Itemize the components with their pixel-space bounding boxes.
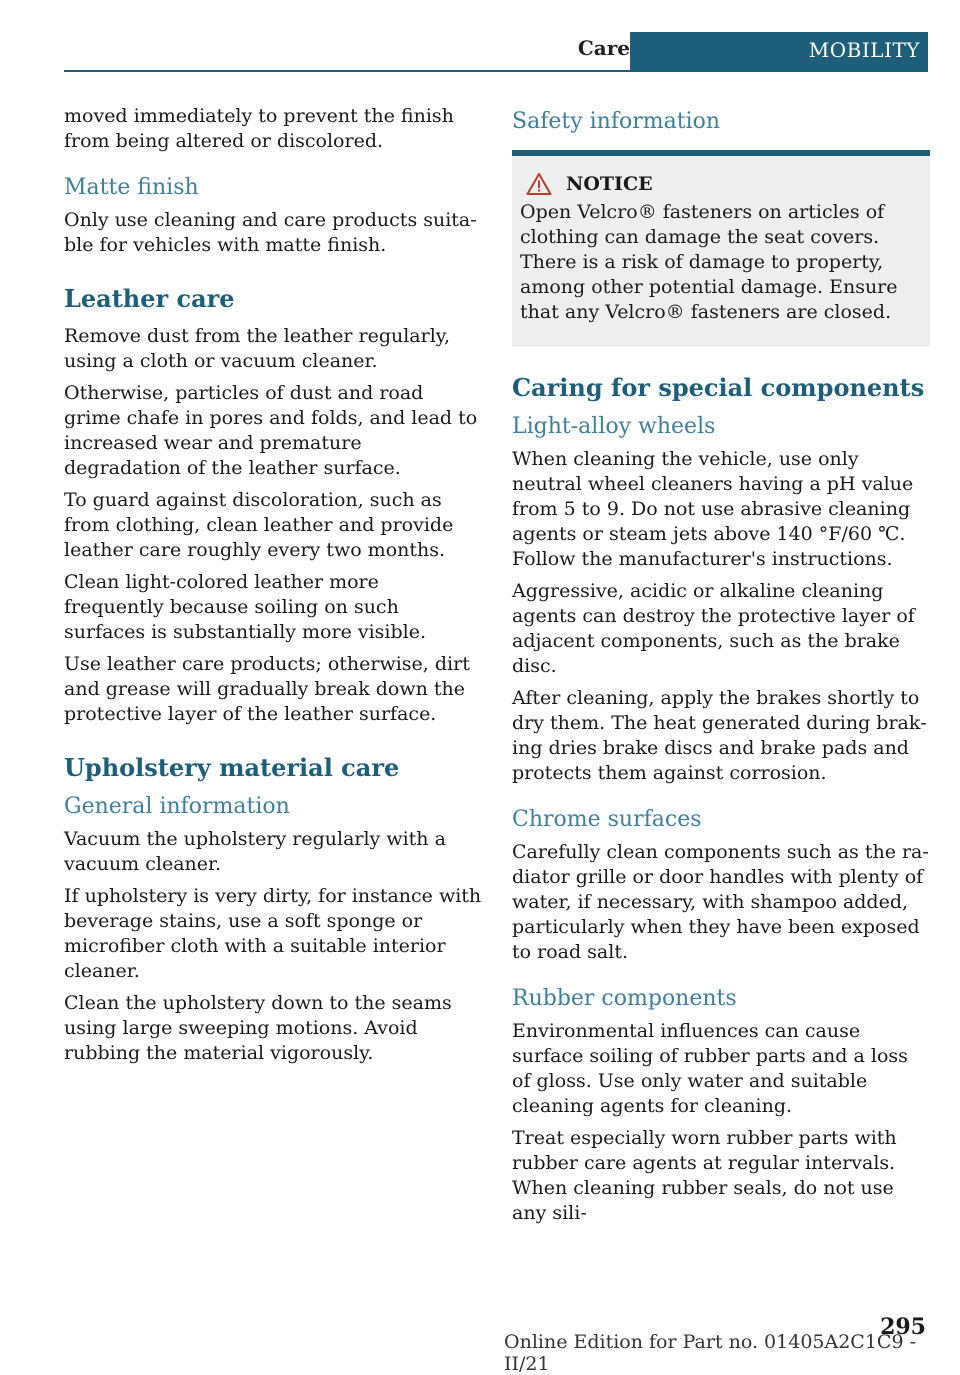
safety-information-heading: Safety information [512, 109, 720, 134]
notice-label: NOTICE [566, 173, 653, 195]
special-components-heading: Caring for special components [512, 373, 925, 402]
chrome-paragraph-1: Carefully clean components such as the radiator grille or door handles with plenty of water, if necessary, with shampoo added, particularly when they have been exposed to road salt. [512, 841, 929, 963]
matte-finish-heading: Matte finish [64, 175, 199, 200]
alloy-paragraph-2: Aggressive, acidic or alkaline cleaning agents can destroy the protective layer of adjacent components, such as the brake disc. [512, 580, 915, 677]
leather-paragraph-3: To guard against discoloration, such as from clothing, clean leather and provide leather care roughly every two months. [64, 489, 454, 561]
edition-footer: Online Edition for Part no. 01405A2C1C9 - II/21 [504, 1331, 917, 1375]
left-column [64, 104, 482, 1073]
warning-triangle-icon [526, 172, 552, 196]
matte-finish-text: Only use cleaning and care products suitable for vehicles with matte finish. [64, 209, 477, 256]
upholstery-paragraph-2: If upholstery is very dirty, for instance with beverage stains, use a soft sponge or microfiber cloth with a suitable interior cleaner. [64, 885, 482, 982]
right-column [512, 104, 930, 1233]
notice-header [520, 172, 922, 196]
leather-paragraph-4: Clean light-colored leather more frequently because soiling on such surfaces is substantially more visible. [64, 571, 427, 643]
leather-paragraph-1: Remove dust from the leather regularly, using a cloth or vacuum cleaner. [64, 325, 451, 372]
general-information-heading: General information [64, 794, 290, 819]
leather-paragraph-2: Otherwise, particles of dust and road grime chafe in pores and folds, and lead to increased wear and premature degradation of the leather surface. [64, 382, 478, 479]
light-alloy-wheels-heading: Light-alloy wheels [512, 414, 716, 439]
upholstery-care-heading: Upholstery material care [64, 753, 400, 782]
leather-paragraph-5: Use leather care products; otherwise, dirt and grease will gradually break down the protective layer of the leather surface. [64, 653, 470, 725]
alloy-paragraph-3: After cleaning, apply the brakes shortly to dry them. The heat generated during braking dries brake discs and brake pads and protects them against corrosion. [512, 687, 927, 784]
chrome-surfaces-heading: Chrome surfaces [512, 807, 702, 832]
upholstery-paragraph-3: Clean the upholstery down to the seams using large sweeping motions. Avoid rubbing the material vigorously. [64, 992, 452, 1064]
rubber-paragraph-1: Environmental influences can cause surface soiling of rubber parts and a loss of gloss. Use only water and suitable cleaning agents for cleaning. [512, 1020, 908, 1117]
page-number: 295 [880, 1314, 926, 1340]
rubber-components-heading: Rubber components [512, 986, 737, 1011]
rubber-paragraph-2: Treat especially worn rubber parts with rubber care agents at regular intervals. When cleaning rubber seals, do not use any sili- [512, 1127, 897, 1224]
page-header [64, 32, 928, 72]
header-chapter-tab: MOBILITY [630, 32, 928, 70]
notice-text: Open Velcro® fasteners on articles of clothing can damage the seat covers. There is a risk of damage to property, among other potential damage. Ensure that any Velcro® fasteners are closed. [520, 201, 898, 323]
header-section-title: Care [577, 36, 630, 60]
upholstery-paragraph-1: Vacuum the upholstery regularly with a vacuum cleaner. [64, 828, 446, 875]
alloy-paragraph-1: When cleaning the vehicle, use only neutral wheel cleaners having a pH value from 5 to 9. Do not use abrasive cleaning agents or steam jets above 140 °F/60 ℃. Follow the manufacturer's instructions. [512, 448, 914, 570]
notice-box [512, 150, 930, 347]
intro-paragraph: moved immediately to prevent the finish from being altered or discolored. [64, 105, 454, 152]
leather-care-heading: Leather care [64, 284, 235, 313]
